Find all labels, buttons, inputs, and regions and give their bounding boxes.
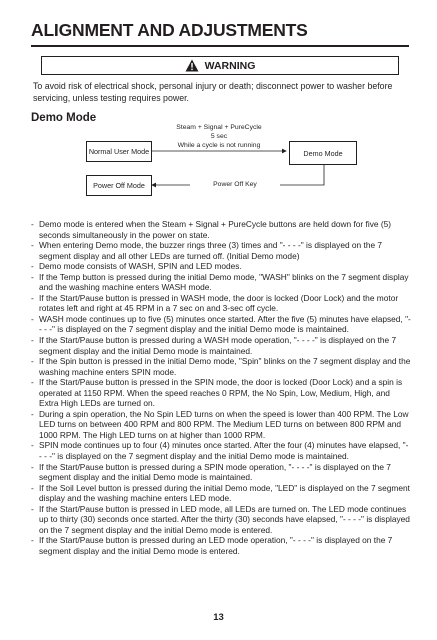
warning-text: To avoid risk of electrical shock, personal injury or death; disconnect power to washer before servicing, unless testing requires power. <box>33 81 393 103</box>
list-item: - SPIN mode continues up to four (4) minutes once started. After the four (4) minutes have elapsed, "- - - -" is displayed on the 7 segment display and the initial Demo mode is maintained. <box>31 440 411 461</box>
warning-box <box>31 56 409 108</box>
title-rule <box>31 45 409 47</box>
warning-triangle-icon <box>185 59 199 72</box>
arrow-label <box>158 123 280 150</box>
normal-user-mode-box <box>86 141 152 162</box>
power-off-mode-box <box>86 175 152 196</box>
list-item: - WASH mode continues up to five (5) minutes once started. After the five (5) minutes have elapsed, "- - - -" is displayed on the 7 segment display and the initial Demo mode is maintained. <box>31 314 411 335</box>
list-item: - If the Start/Pause button is pressed during a WASH mode operation, "- - - -" is displayed on the 7 segment display and the initial Demo mode is maintained. <box>31 335 411 356</box>
arrow-label-line3: While a cycle is not running <box>177 142 261 149</box>
demo-mode-box <box>289 141 357 165</box>
list-item: - If the Start/Pause button is pressed in the SPIN mode, the door is locked (Door Lock) and a spin is operated at 1150 RPM. When the speed reaches 0 RPM, the No Spin, Low, Medium, High, and Extra High LEDs are turned on. <box>31 377 411 409</box>
section-title: Demo Mode <box>31 112 97 124</box>
list-item: - If the Start/Pause button is pressed in WASH mode, the door is locked (Door Lock) and the motor rotates left and right at 45 RPM in a 7 sec on and 3-sec off cycle. <box>31 293 411 314</box>
list-item: - If the Soil Level button is pressed during the initial Demo mode, "LED" is displayed on the 7 segment display and the washing machine enters LED mode. <box>31 483 411 504</box>
arrow-label-line1: Steam + Signal + PureCycle <box>176 124 262 131</box>
list-item: - If the Start/Pause button is pressed during an LED mode operation, "- - - -" is displayed on the 7 segment display and the initial Demo mode is entered. <box>31 535 411 556</box>
demo-mode-label: Demo Mode <box>303 148 343 158</box>
list-item: - Demo mode consists of WASH, SPIN and LED modes. <box>31 261 411 272</box>
power-off-mode-label: Power Off Mode <box>93 181 145 190</box>
list-item: - If the Temp button is pressed during the initial Demo mode, "WASH" blinks on the 7 segment display and the washing machine enters WASH mode. <box>31 272 411 293</box>
list-item: - If the Start/Pause button is pressed in LED mode, all LEDs are turned on. The LED mode continues up to thirty (30) seconds once started. After the thirty (30) seconds have elapsed, "- - - -" is displayed on the 7 segment display and the initial Demo mode is entered. <box>31 504 411 536</box>
arrow-label-line2: 5 sec <box>210 133 228 140</box>
power-off-key-label: Power Off Key <box>190 180 280 189</box>
list-item: - If the Spin button is pressed in the initial Demo mode, "Spin" blinks on the 7 segment display and the washing machine enters SPIN mode. <box>31 356 411 377</box>
warning-header <box>41 56 399 75</box>
list-item: - If the Start/Pause button is pressed during a SPIN mode operation, "- - - -" is displayed on the 7 segment display and the initial Demo mode is maintained. <box>31 462 411 483</box>
arrow-to-power-off <box>152 165 324 185</box>
list-item: - During a spin operation, the No Spin LED turns on when the speed is lower than 400 RPM. The Low LED turns on between 400 RPM and 800 RPM. The Medium LED turns on between 800 RPM and 1000 RPM. The High LED turns on at higher than 1000 RPM. <box>31 409 411 441</box>
demo-mode-steps <box>31 219 411 557</box>
normal-user-mode-label: Normal User Mode <box>88 147 150 156</box>
warning-label: WARNING <box>204 59 256 72</box>
list-item: - When entering Demo mode, the buzzer rings three (3) times and "- - - -" is displayed on the 7 segment display and all other LEDs are turned off. (Initial Demo mode) <box>31 240 411 261</box>
page-title: ALIGNMENT AND ADJUSTMENTS <box>31 20 308 40</box>
list-item: - Demo mode is entered when the Steam + Signal + PureCycle buttons are held down for five (5) seconds simultaneously in the power on state. <box>31 219 411 240</box>
page-number: 13 <box>213 612 224 623</box>
